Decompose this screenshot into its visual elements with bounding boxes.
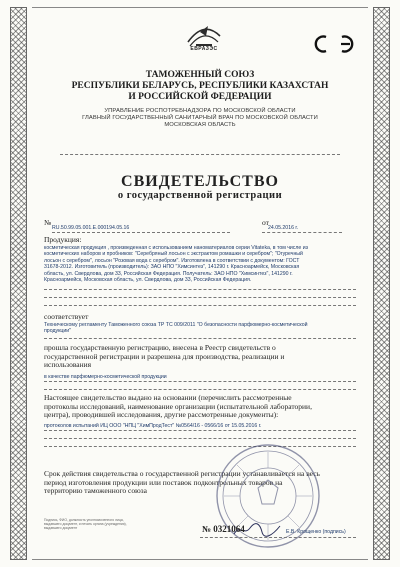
product-line: Красноармейск, Московская область, ул. Свердлова, дом 33, Российская Федерация.	[44, 277, 252, 284]
certificate-subtitle: о государственной регистрации	[117, 190, 283, 201]
conformity-text	[44, 322, 356, 335]
basis-line: Настоящее свидетельство выдано на основании (перечислить рассмотренные	[44, 393, 292, 402]
statement-line: использования	[44, 360, 92, 370]
left-ornamental-border	[10, 7, 27, 560]
basis-line: центра), проводившей исследования, другие рассмотренные документы):	[44, 410, 279, 420]
signature-caption-line: выдавшего документ, и печать органа (учреждения),	[44, 522, 127, 527]
union-title-line2: РЕСПУБЛИКИ БЕЛАРУСЬ, РЕСПУБЛИКИ КАЗАХСТАН	[71, 81, 329, 91]
registration-date: 24.05.2016 г.	[268, 225, 299, 231]
logo-caption: ЕВРАЗЭС	[190, 46, 218, 52]
date-label: от	[262, 218, 269, 227]
authority-line3: МОСКОВСКАЯ ОБЛАСТЬ	[164, 122, 236, 128]
signature-caption-line: выдавшего документ	[44, 526, 78, 531]
product-line: косметическая продукция , произведенная с использованием наноматериалов серии Vitateka, в том числе из	[44, 245, 309, 251]
conformity-line: продукции"	[44, 328, 71, 335]
union-title-line1: ТАМОЖЕННЫЙ СОЮЗ	[145, 70, 255, 80]
signatory-name: Е.В. Крощенко (подпись)	[286, 529, 346, 535]
blank-line	[44, 338, 356, 339]
validity-line: территорию таможенного союза	[44, 486, 147, 496]
validity-line: Срок действия свидетельства о государственной регистрации устанавливается на весь	[44, 469, 320, 478]
blank-line	[44, 297, 356, 298]
product-line: косметических наборов и пробников: "Сeребряный лосьон с экстрактом ромашки и серебром"; "Огуречный	[44, 251, 303, 258]
statement-line: государственной регистрации и разрешена для производства, реализации и	[44, 351, 285, 361]
validity-line: период изготовления продукции или поставок подконтрольных товаров на	[44, 477, 283, 487]
date-underline	[262, 232, 342, 233]
statement-line: прошла государственную регистрацию, внесена в Реестр свидетельств о	[44, 343, 276, 352]
union-title-line3: И РОССИЙСКОЙ ФЕДЕРАЦИИ	[128, 92, 272, 102]
registration-number: RU.50.99.05.001.Е.000194.05.16	[52, 225, 130, 231]
right-ornamental-border	[373, 7, 390, 560]
authority-underline	[60, 154, 340, 155]
product-line: область, ул. Свердлова, дом 33, Российская Федерация. Получатель: ЗАО НПО "Химсинтез", 141290 г.	[44, 270, 293, 277]
product-description	[44, 245, 356, 283]
signature-caption	[44, 518, 174, 531]
number-underline	[52, 232, 230, 233]
number-label: №	[44, 218, 52, 227]
registration-statement	[44, 344, 356, 370]
conformity-line: Техническому регламенту Таможенного союза ТР ТС 009/2011 "О безопасности парфюмерно-косметической	[44, 322, 308, 328]
protocols-field: протоколов испытаний ИЦ ООО "НПЦ "ХимПродТест" №0564/16 - 0566/16 от 15.05.2016 г.	[44, 423, 262, 429]
basis-statement	[44, 394, 356, 420]
protocols-underline	[44, 430, 356, 431]
blank-line	[44, 289, 356, 290]
product-line: лосьон с серебром", лосьон "Розовая вода с серебром". Изготовлена в соответствии с документом: ГОСТ	[44, 257, 300, 264]
product-label: Продукция:	[44, 235, 82, 244]
blank-line	[44, 389, 356, 390]
product-line: 31678-2012. Изготовитель (производитель): ЗАО НПО "Химсинтез", 141290 г. Красноармейск, Московская	[44, 264, 300, 271]
authority-line1: УПРАВЛЕНИЕ РОСПОТРЕБНАДЗОРА ПО МОСКОВСКОЙ ОБЛАСТИ	[104, 108, 296, 114]
signature-caption-line: Подпись, ФИО, должность уполномоченного лица,	[44, 518, 124, 522]
blank-line	[44, 438, 356, 439]
blank-number: № 0321064	[202, 524, 245, 534]
signature-underline	[200, 537, 356, 538]
basis-line: протоколы исследований, наименование организации (испытательной лаборатории,	[44, 401, 312, 411]
blank-line	[44, 305, 356, 306]
usage-field: в качестве парфюмерно-косметической продукции	[44, 374, 167, 380]
usage-underline	[44, 381, 356, 382]
authority-line2: ГЛАВНЫЙ ГОСУДАРСТВЕННЫЙ САНИТАРНЫЙ ВРАЧ ПО МОСКОВСКОЙ ОБЛАСТИ	[82, 115, 318, 121]
certificate-title: СВИДЕТЕЛЬСТВО	[121, 173, 279, 190]
conformity-label: соответствует	[44, 312, 89, 321]
eac-conformity-mark-icon	[313, 34, 355, 54]
